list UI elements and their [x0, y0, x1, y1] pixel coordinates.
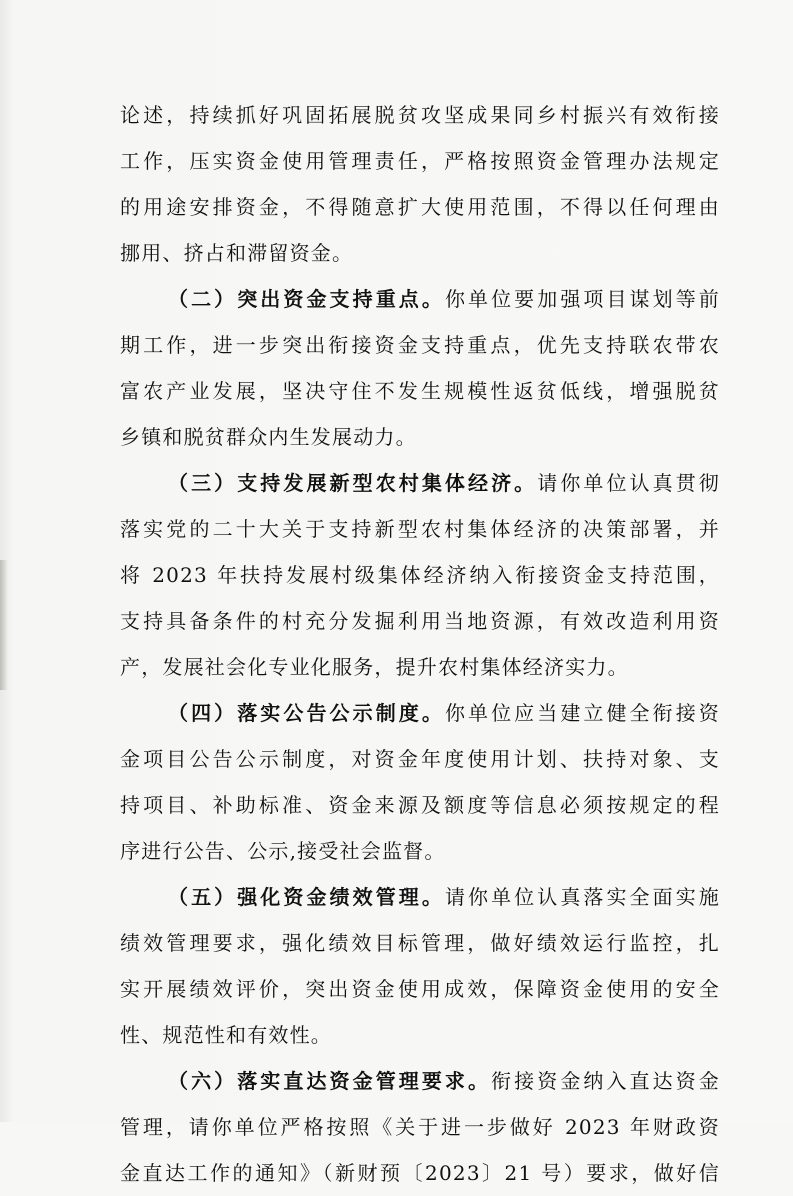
paragraph-first-line: [120, 276, 720, 322]
paragraph-line: 实开展绩效评价，突出资金使用成效，保障资金使用的安全: [120, 977, 720, 1001]
paragraph-line: 性、规范性和有效性。: [120, 1023, 332, 1047]
section-heading: （五）强化资金绩效管理。: [168, 885, 445, 909]
paragraph-line: 管理，请你单位严格按照《关于进一步做好 2023 年财政资: [120, 1115, 720, 1139]
paragraph-first-line: [120, 690, 720, 736]
paragraph-line: 乡镇和脱贫群众内生发展动力。: [120, 425, 417, 449]
paragraph-line: 产，发展社会化专业化服务，提升农村集体经济实力。: [120, 655, 629, 679]
paragraph-line: 序进行公告、公示,接受社会监督。: [120, 839, 446, 863]
paragraph-line: 落实党的二十大关于支持新型农村集体经济的决策部署，并: [120, 517, 720, 541]
paragraph-line: 的用途安排资金，不得随意扩大使用范围，不得以任何理由: [120, 195, 720, 219]
paragraph-line: 金直达工作的通知》（新财预〔2023〕21 号）要求，做好信: [120, 1161, 720, 1185]
paragraph-first-line: [120, 874, 720, 920]
paragraph-line: 绩效管理要求，强化绩效目标管理，做好绩效运行监控，扎: [120, 931, 720, 955]
paragraph-text: 请你单位认真落实全面实施: [444, 885, 720, 909]
paragraph-line: 金项目公告公示制度，对资金年度使用计划、扶持对象、支: [120, 747, 720, 771]
section-heading: （三）支持发展新型农村集体经济。: [168, 471, 538, 495]
paragraph-first-line: [120, 1058, 720, 1104]
paragraph-text: 你单位应当建立健全衔接资: [444, 701, 720, 725]
paragraph-text: 衔接资金纳入直达资金: [491, 1069, 720, 1093]
paragraph-line: 支持具备条件的村充分发掘利用当地资源，有效改造利用资: [120, 609, 720, 633]
paragraph-line: 富农产业发展，坚决守住不发生规模性返贫低线，增强脱贫: [120, 379, 720, 403]
paragraph-line: 持项目、补助标准、资金来源及额度等信息必须按规定的程: [120, 793, 720, 817]
paragraph-text: 请你单位认真贯彻: [537, 471, 720, 495]
section-heading: （六）落实直达资金管理要求。: [168, 1069, 492, 1093]
section-heading: （四）落实公告公示制度。: [168, 701, 445, 725]
paragraph-line: 期工作，进一步突出衔接资金支持重点，优先支持联农带农: [120, 333, 720, 357]
paragraph-text: 你单位要加强项目谋划等前: [444, 287, 720, 311]
section-heading: （二）突出资金支持重点。: [168, 287, 445, 311]
scan-edge-shadow: [0, 560, 8, 690]
paragraph-line: 论述，持续抓好巩固拓展脱贫攻坚成果同乡村振兴有效衔接: [120, 103, 720, 127]
paragraph-line: 挪用、挤占和滞留资金。: [120, 241, 354, 265]
paragraph-line: 工作，压实资金使用管理责任，严格按照资金管理办法规定: [120, 149, 720, 173]
body-text: [120, 92, 720, 1196]
paragraph-first-line: [120, 460, 720, 506]
paragraph-line: 将 2023 年扶持发展村级集体经济纳入衔接资金支持范围，: [120, 563, 720, 587]
